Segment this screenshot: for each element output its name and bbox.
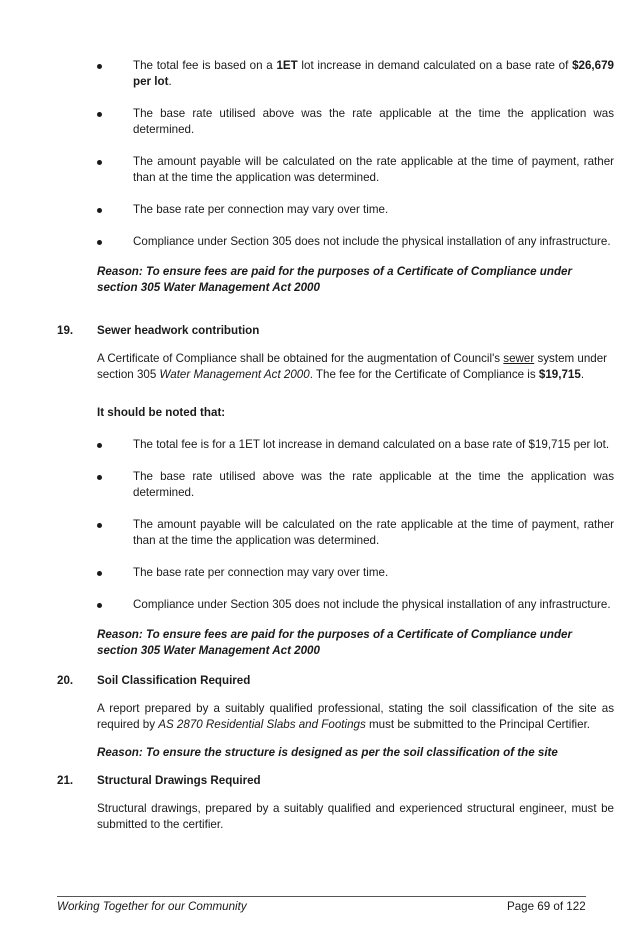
list-item <box>0 565 641 581</box>
section-number: 20. <box>57 674 74 687</box>
water-notes-list <box>0 58 641 250</box>
list-item <box>0 58 641 90</box>
footer-tagline: Working Together for our Community <box>57 900 247 913</box>
section-title: Structural Drawings Required <box>97 774 261 787</box>
page-number: Page 69 of 122 <box>507 900 586 913</box>
reason-text: Reason: To ensure the structure is designed as per the soil classification of the site <box>97 746 558 759</box>
list-item <box>0 597 641 613</box>
section-title: Sewer headwork contribution <box>97 324 260 337</box>
reason-text: Reason: To ensure fees are paid for the purposes of a Certificate of Compliance under section 305 Water Management Act 2000 <box>97 265 573 294</box>
section-paragraph: Structural drawings, prepared by a suitably qualified and experienced structural engineer, must be submitted to the certifier. <box>97 802 614 831</box>
section-number: 21. <box>57 774 74 787</box>
list-item <box>0 517 641 549</box>
section-paragraph: A Certificate of Compliance shall be obtained for the augmentation of Council's sewer system under section 305 Water Management Act 2000. The fee for the Certificate of Compliance is $19,715. <box>97 352 608 381</box>
list-item <box>0 106 641 138</box>
list-item <box>0 154 641 186</box>
bullet-text: Compliance under Section 305 does not include the physical installation of any infrastructure. <box>133 235 611 248</box>
bullet-text: Compliance under Section 305 does not include the physical installation of any infrastructure. <box>133 598 611 611</box>
bullet-text: The base rate utilised above was the rate applicable at the time the application was determined. <box>133 470 614 499</box>
list-item <box>0 234 641 250</box>
bullet-text: The amount payable will be calculated on the rate applicable at the time of payment, rather than at the time the application was determined. <box>133 518 614 547</box>
bullet-text: The base rate per connection may vary over time. <box>133 566 389 579</box>
list-item <box>0 469 641 501</box>
section-heading-19 <box>0 323 641 339</box>
section-title: Soil Classification Required <box>97 674 251 687</box>
sewer-notes-list <box>0 437 641 613</box>
section-paragraph: A report prepared by a suitably qualified professional, stating the soil classification of the site as required by AS 2870 Residential Slabs and Footings must be submitted to the Principal Certifier. <box>97 702 614 731</box>
bullet-text: The total fee is based on a 1ET lot increase in demand calculated on a base rate of $26,679 per lot. <box>133 59 614 88</box>
bullet-text: The amount payable will be calculated on the rate applicable at the time of payment, rather than at the time the application was determined. <box>133 155 614 184</box>
section-heading-21 <box>0 773 641 789</box>
list-item <box>0 202 641 218</box>
footer-divider <box>57 896 586 897</box>
bullet-text: The base rate per connection may vary over time. <box>133 203 389 216</box>
list-item <box>0 437 641 453</box>
section-number: 19. <box>57 324 74 337</box>
noted-subheading: It should be noted that: <box>97 406 226 419</box>
bullet-text: The total fee is for a 1ET lot increase in demand calculated on a base rate of $19,715 per lot. <box>133 438 610 451</box>
section-heading-20 <box>0 673 641 689</box>
bullet-text: The base rate utilised above was the rate applicable at the time the application was determined. <box>133 107 614 136</box>
reason-text: Reason: To ensure fees are paid for the purposes of a Certificate of Compliance under section 305 Water Management Act 2000 <box>97 628 573 657</box>
